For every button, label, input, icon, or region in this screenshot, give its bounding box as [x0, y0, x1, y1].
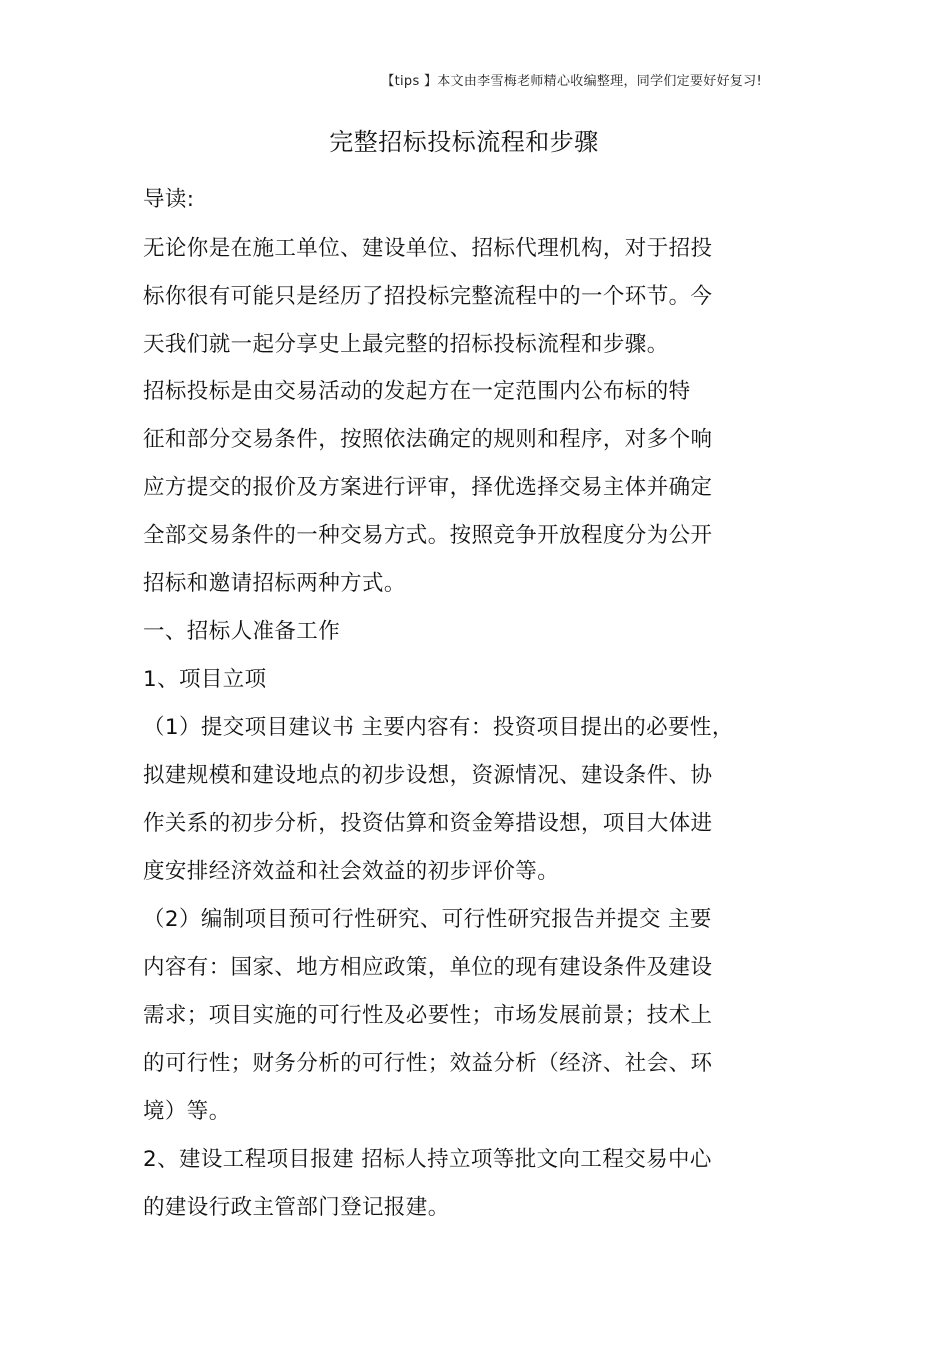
paragraph-line: 的建设行政主管部门登记报建。 [143, 1195, 450, 1220]
paragraph-line: 天我们就一起分享史上最完整的招标投标流程和步骤。 [143, 332, 669, 357]
intro-heading: 导读: [143, 187, 195, 212]
paragraph-line: 招标投标是由交易活动的发起方在一定范围内公布标的特 [143, 379, 691, 404]
paragraph-line: （2）编制项目预可行性研究、可行性研究报告并提交 主要 [143, 907, 712, 932]
paragraph-line: 的可行性；财务分析的可行性；效益分析（经济、社会、环 [143, 1051, 713, 1076]
paragraph-line: 无论你是在施工单位、建设单位、招标代理机构，对于招投 [143, 236, 713, 261]
document-title: 完整招标投标流程和步骤 [329, 128, 599, 156]
section-heading: 一、招标人准备工作 [143, 619, 341, 644]
paragraph-line: 全部交易条件的一种交易方式。按照竞争开放程度分为公开 [143, 523, 713, 548]
paragraph-line: （1）提交项目建议书 主要内容有：投资项目提出的必要性， [143, 715, 734, 740]
subsection-heading: 2、建设工程项目报建 招标人持立项等批文向工程交易中心 [143, 1147, 712, 1172]
header-tip: 【tips 】本文由李雪梅老师精心收编整理，同学们定要好好复习! [381, 74, 762, 89]
paragraph-line: 作关系的初步分析，投资估算和资金筹措设想，项目大体进 [143, 811, 713, 836]
paragraph-line: 内容有：国家、地方相应政策，单位的现有建设条件及建设 [143, 955, 713, 980]
paragraph-line: 度安排经济效益和社会效益的初步评价等。 [143, 859, 560, 884]
paragraph-line: 需求；项目实施的可行性及必要性；市场发展前景；技术上 [143, 1003, 713, 1028]
paragraph-line: 标你很有可能只是经历了招投标完整流程中的一个环节。今 [143, 284, 713, 309]
paragraph-line: 境）等。 [143, 1099, 231, 1124]
paragraph-line: 征和部分交易条件，按照依法确定的规则和程序，对多个响 [143, 427, 713, 452]
paragraph-line: 拟建规模和建设地点的初步设想，资源情况、建设条件、协 [143, 763, 713, 788]
subsection-heading: 1、项目立项 [143, 667, 267, 692]
paragraph-line: 招标和邀请招标两种方式。 [143, 571, 406, 596]
paragraph-line: 应方提交的报价及方案进行评审，择优选择交易主体并确定 [143, 475, 713, 500]
